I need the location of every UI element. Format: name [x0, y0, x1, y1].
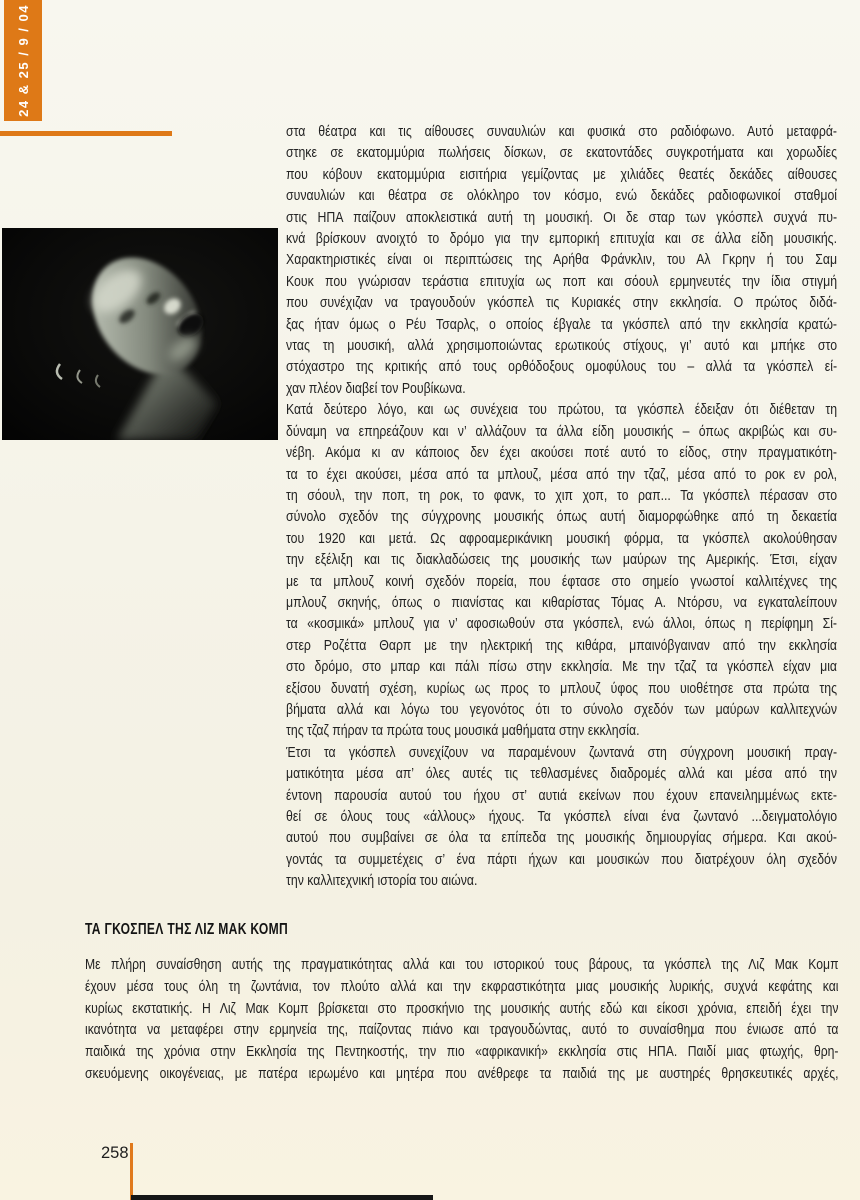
singer-photo-graphic — [2, 228, 278, 440]
text-line: κνά βρίσκουν ανοιχτό το δρόμο για την εμπορική επιτυχία και σε άλλα είδη μουσικής. — [286, 230, 838, 248]
text-line: Χαρακτηριστικές είναι οι περιπτώσεις της Αρήθα Φράνκλιν, του Αλ Γκρην ή του Σαμ — [286, 251, 838, 269]
text-line: του 1920 και μετά. Ως αφροαμερικάνικη μουσική φόρμα, τα γκόσπελ ακολούθησαν — [286, 529, 838, 547]
text-line: που συνέχιζαν να τραγουδούν γκόσπελ τις Κυριακές στην εκκλησία. Ο πρώτος διδά- — [286, 294, 838, 312]
text-line: παιδικά της χρόνια στην Εκκλησία της Πεντηκοστής, την πιο «αφρικανική» εκκλησία στις ΗΠΑ. Παιδί μιας φτωχής, θρη- — [85, 1044, 839, 1061]
text-line: στερ Ροζέττα Θαρπ με την ηλεκτρική της κιθάρα, μπαινόβγαιναν από την εκκλησία — [286, 636, 838, 654]
text-line: που κόβουν εκατομμύρια εισιτήρια γεμίζοντας με χιλιάδες θεατές δεκάδες αίθουσες — [286, 165, 838, 183]
date-tab — [4, 0, 42, 121]
section-heading: ΤΑ ΓΚΟΣΠΕΛ ΤΗΣ ΛΙΖ ΜΑΚ ΚΟΜΠ — [85, 921, 289, 938]
text-line: Έτσι τα γκόσπελ συνεχίζουν να παραμένουν ζωντανά στη σύγχρονη μουσική πραγ- — [286, 743, 838, 761]
text-line: αυτού που συμβαίνει σε όλα τα επίπεδα της μουσικής δημιουργίας σήμερα. Και ακού- — [286, 829, 838, 847]
text-line: τη σόουλ, την ποπ, τη ροκ, το φανκ, το χιπ χοπ, το ραπ... Τα γκόσπελ πέρασαν στο — [286, 486, 838, 504]
text-line: της τζαζ πήραν τα πρώτα τους μουσικά μαθήματα στην εκκλησία. — [286, 722, 640, 740]
date-tab-label: 24 & 25 / 9 / 04 — [15, 4, 31, 117]
text-line: στα θέατρα και τις αίθουσες συναυλιών και φυσικά στο ραδιόφωνο. Αυτό μεταφρά- — [286, 123, 838, 140]
text-line: Κατά δεύτερο λόγο, και ως συνέχεια του πρώτου, τα γκόσπελ έδειξαν ότι διέθεταν τη — [286, 401, 838, 419]
text-line: με τα μπλουζ κοινή σχεδόν πορεία, που έφτασε στο σημείο γνωστοί καλλιτέχνες της — [286, 572, 838, 590]
article-bottom-paragraph — [85, 955, 838, 1086]
text-line: ικανότητα να μεταφέρει στην ερμηνεία της, παίζοντας πιάνο και τραγουδώντας, αυτό το συναίσθημα που ένιωσε από τα — [85, 1022, 839, 1039]
text-line: ντας τη μουσική, αλλά χρησιμοποιώντας ερωτικούς στίχους, γι’ αυτό και μπήκε στο — [286, 337, 838, 355]
text-line: έντονη παρουσία αυτού του ήχου στ’ αυτιά εκείνων που έχουν επανειλημμένως εκτε- — [286, 786, 838, 804]
text-line: βήματα αλλά και λόγω του γεγονότος ότι το σύνολο σχεδόν των μαύρων καλλιτεχνών — [286, 700, 838, 718]
text-line: έχουν μέσα τους όλη τη ζωντάνια, τον πλούτο αλλά και την εκφραστικότητα μιας μουσικής λυρικής, συχνά κεφάτης και — [85, 978, 839, 995]
text-line: τα το έχει ακούσει, μέσα από τα μπλουζ, μέσα από την τζαζ, μέσα από το ροκ εν ρολ, — [286, 465, 838, 483]
article-main-column — [286, 121, 837, 892]
text-line: χαν πλέον διαβεί τον Ρουβίκωνα. — [286, 379, 466, 397]
text-line: στις ΗΠΑ παίζουν αποκλειστικά αυτή τη μουσική. Οι δε σταρ των γκόσπελ συχνά πυ- — [286, 208, 838, 226]
text-line: συναυλιών και θέατρα σε ολόκληρο τον κόσμο, ενώ δεκάδες ραδιοφωνικοί σταθμοί — [286, 187, 838, 205]
text-line: μπλουζ σκηνής, όπως ο πιανίστας και κιθαρίστας Τόμας Α. Ντόρσυ, να εγκαταλείπουν — [286, 593, 838, 611]
text-line: νέβη. Ακόμα κι αν κάποιος δεν έχει ακούσει ποτέ αυτό το είδος, στην πραγματικότη- — [286, 444, 838, 462]
text-line: στηκε σε εκατομμύρια πωλήσεις δίσκων, σε εκατοντάδες συγκροτήματα και χορωδίες — [286, 144, 838, 162]
page-number: 258 — [101, 1144, 129, 1162]
text-line: εξίσου δυνατή σχέση, κυρίως ως προς το μπλουζ ύφος που υιοθέτησε στα πρώτα της — [286, 679, 838, 697]
bottom-bar — [131, 1195, 433, 1200]
text-line: τα «κοσμικά» μπλουζ για ν’ αφοσιωθούν στα γκόσπελ, ενώ άλλοι, όπως η περίφημη Σί- — [286, 615, 838, 633]
text-line: γοντάς τα συμμετέχεις σ’ ένα πάρτι ήχων και μουσικών που διατρέχουν όλη σχεδόν — [286, 850, 838, 868]
text-line: στόχαστρο της κριτικής από τους ορθόδοξους ομοφύλους του – αλλά τα γκόσπελ εί- — [286, 358, 838, 376]
text-line: θεί σε όλους τους «άλλους» ήχους. Τα γκόσπελ είναι ένα ζωντανό ...δειγματολόγιο — [286, 808, 838, 825]
text-line: Κουκ που γνώρισαν τεράστια επιτυχία ως ποπ και σόουλ ερμηνευτές την ίδια στιγμή — [286, 272, 838, 290]
text-line: Με πλήρη συναίσθηση αυτής της πραγματικότητας αλλά και του ιστορικού τους βάρους, τα γκόσπελ της Λιζ Μακ Κομπ — [85, 957, 839, 973]
text-line: την εξέλιξη και τις διακλαδώσεις της μουσικής των μαύρων της Αμερικής. Έτσι, είχαν — [286, 551, 838, 569]
text-line: την καλλιτεχνική ιστορία του αιώνα. — [286, 872, 478, 890]
orange-rule — [0, 131, 172, 136]
text-line: σκευόμενης οικογένειας, με πατέρα ιερωμένο και μητέρα που ανέθρεφε τα παιδιά της με αυστηρές θρησκευτικές αρχές, — [85, 1065, 839, 1082]
text-line: δύναμη να επηρεάζουν και ν’ αλλάζουν τα άλλα είδη μουσικής – όπως ακριβώς και συ- — [286, 422, 838, 440]
page-number-rule — [130, 1143, 133, 1200]
text-line: σύνολο σχεδόν της σύγχρονης μουσικής όπως αυτή διαμορφώθηκε από τη δεκαετία — [286, 508, 838, 526]
text-line: στο δρόμο, στο μπαρ και πάλι πίσω στην εκκλησία. Με την τζαζ τα γκόσπελ είχαν μια — [286, 658, 838, 676]
text-line: ματικότητα μέσα απ’ όλες αυτές τις τεθλασμένες διαδρομές αλλά και μέσα από την — [286, 765, 838, 783]
singer-photo — [2, 228, 278, 440]
text-line: κυρίως εκστατικής. Η Λιζ Μακ Κομπ βρίσκεται στο προσκήνιο της μουσικής αυτής εδώ και είκοσι χρόνια, επειδή έχει την — [85, 1000, 839, 1017]
text-line: ξας ήταν όμως ο Ρέυ Τσαρλς, ο οποίος έβγαλε τα γκόσπελ από την εκκλησία κρατώ- — [286, 315, 838, 333]
